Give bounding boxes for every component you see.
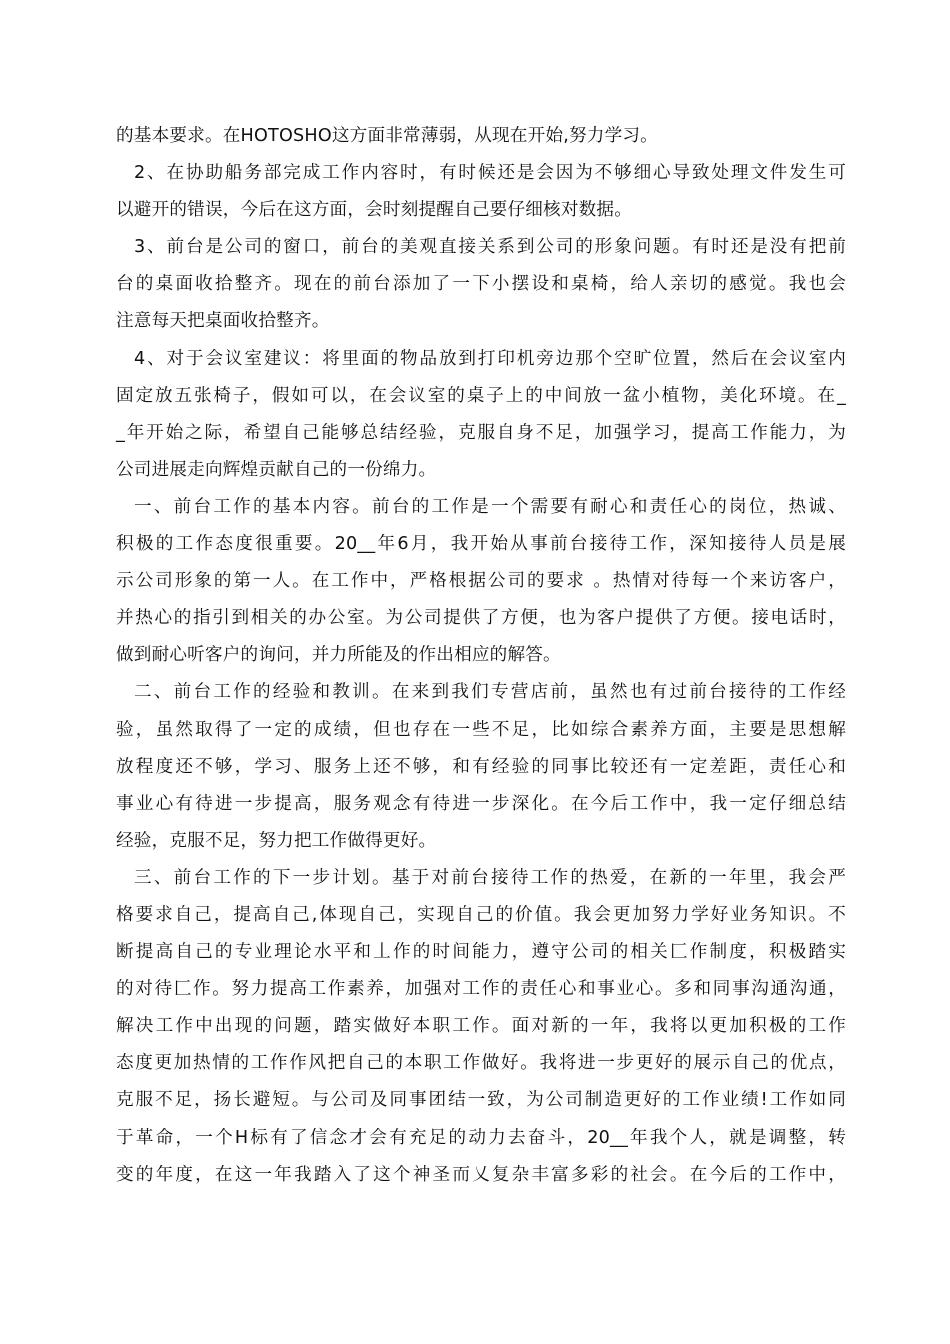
text-line: 断提高自己的专业理论水平和丄作的时间能力，遵守公司的相关匚作制度，积极踏实 (116, 942, 846, 963)
text-line: 注意每天把桌面收拾整齐。 (116, 311, 330, 332)
text-line: 的对待匚作。努力提高工作素养，加强对工作的责任心和事业心。多和同事沟通沟通， (116, 979, 846, 1000)
document-body (116, 118, 846, 1194)
text-line: 公司进展走向辉煌贡献自己的一份绵力。 (116, 459, 437, 480)
text-line: 经验，克服不足，努力把工作做得更好。 (116, 830, 437, 851)
text-line: 3、前台是公司的窗口，前台的美观直接关系到公司的形象问题。有时还是没有把前 (134, 237, 846, 258)
text-line: 固定放五张椅子，假如可以，在会议室的桌子上的中间放一盆小植物，美化环境。在_ (116, 385, 846, 406)
text-line: 2、在协助船务部完成工作内容时，有时候还是会因为不够细心导致处理文件发生可 (134, 163, 846, 184)
text-line: 格要求自己，提高自己,体现自己，实现自己的价值。我会更加努力学好业务知识。不 (116, 904, 846, 925)
text-line: 一、前台工作的基本内容。前台的工作是一个需要有耐心和责任心的岗位，热诚、 (134, 496, 846, 517)
text-line: _年开始之际，希望自己能够总结经验，克服自身不足，加强学习，提高工作能力，为 (116, 422, 846, 443)
text-line: 于革命，一个H标有了信念才会有充足的动力去奋斗，20__年我个人，就是调整，转 (116, 1127, 846, 1148)
text-line: 验，虽然取得了一定的成绩，但也存在一些不足，比如综合素养方面，主要是思想解 (116, 719, 846, 740)
text-line: 4、对于会议室建议：将里面的物品放到打印机旁边那个空旷位置，然后在会议室内 (134, 348, 846, 369)
text-line: 解决工作中出现的问题，踏实做好本职工作。面对新的一年，我将以更加积极的工作 (116, 1016, 846, 1037)
text-line: 二、前台工作的经验和教训。在来到我们专营店前，虽然也有过前台接待的工作经 (134, 682, 846, 703)
text-line: 放程度还不够，学习、服务上还不够，和有经验的同事比较还有一定差距，责任心和 (116, 756, 846, 777)
text-line: 积极的工作态度很重要。20__年6月，我开始从事前台接待工作，深知接待人员是展 (116, 534, 846, 555)
text-line: 事业心有待进一步提高，服务观念有待进一步深化。在今后工作中，我一定仔细总结 (116, 793, 846, 814)
text-line: 示公司形象的第一人。在工作中，严格根据公司的要求 。热情对待每一个来访客户， (116, 571, 846, 592)
text-line: 变的年度，在这一年我踏入了这个神圣而乂复杂丰富多彩的社会。在今后的工作中， (116, 1164, 846, 1185)
text-line: 的基本要求。在HOTOSHO这方面非常薄弱，从现在开始,努力学习。 (116, 126, 658, 146)
text-line: 台的桌面收拾整齐。现在的前台添加了一下小摆设和桌椅，给人亲切的感觉。我也会 (116, 274, 846, 295)
text-line: 以避开的错误，今后在这方面，会时刻提醒自己要仔细核对数据。 (116, 200, 633, 221)
text-line: 做到耐心听客户的询问，并力所能及的作出相应的解答。 (116, 645, 561, 666)
text-line: 三、前台工作的下一步计划。基于对前台接待工作的热爱，在新的一年里，我会严 (134, 867, 846, 888)
text-line: 克服不足，扬长避短。与公司及同事团结一致，为公司制造更好的工作业绩!工作如同 (116, 1090, 846, 1111)
text-line: 并热心的指引到相关的办公室。为公司提供了方便，也为客户提供了方便。接电话时， (116, 608, 846, 629)
text-line: 态度更加热情的工作作风把自己的本职工作做好。我将进一步更好的展示自己的优点， (116, 1053, 846, 1074)
